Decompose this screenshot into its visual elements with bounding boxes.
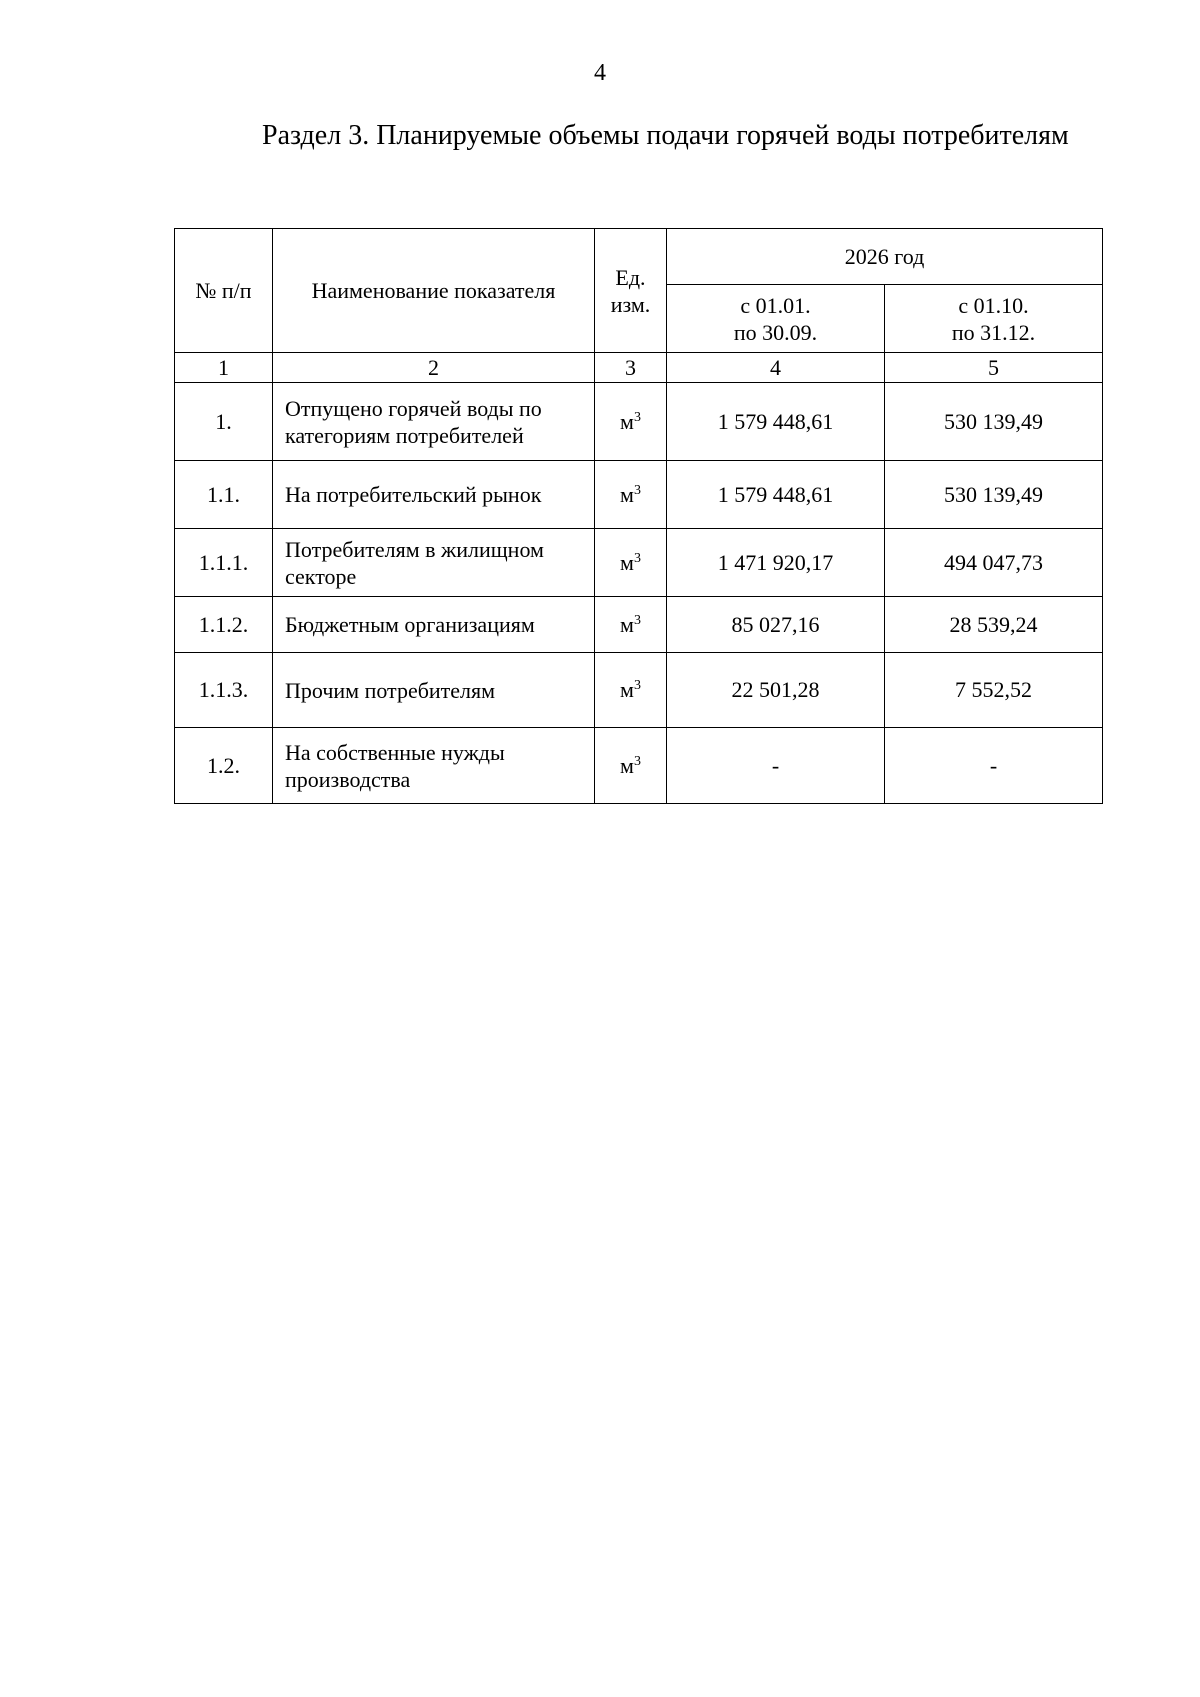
table-row: [175, 597, 1103, 653]
row-name-line2: секторе: [285, 563, 357, 589]
row-name: [273, 728, 595, 804]
row-num: 1.1.2.: [175, 597, 273, 653]
row-name: [273, 529, 595, 597]
table-row: [175, 529, 1103, 597]
row-unit: [595, 461, 667, 529]
row-name-line1: На потребительский рынок: [285, 482, 542, 507]
header-unit-line1: Ед.: [615, 264, 646, 290]
header-row-top: [175, 229, 1103, 285]
header-period2: [885, 285, 1103, 353]
column-index: 4: [667, 353, 885, 383]
row-name-line1: Потребителям в жилищном: [285, 536, 544, 562]
row-value-period1: -: [667, 728, 885, 804]
table-row: [175, 461, 1103, 529]
header-name: Наименование показателя: [273, 229, 595, 353]
row-value-period2: 28 539,24: [885, 597, 1103, 653]
row-value-period1: 1 471 920,17: [667, 529, 885, 597]
unit-exponent: 3: [633, 409, 641, 425]
column-index: 1: [175, 353, 273, 383]
row-num: 1.2.: [175, 728, 273, 804]
section-title: Раздел 3. Планируемые объемы подачи горячей воды потребителям: [262, 120, 1069, 151]
header-unit: [595, 229, 667, 353]
header-period1-line1: с 01.01.: [740, 292, 811, 318]
unit-exponent: 3: [633, 482, 641, 498]
column-index-row: [175, 353, 1103, 383]
row-name: [273, 597, 595, 653]
row-name-line1: Отпущено горячей воды по: [285, 395, 542, 421]
unit-base: м: [620, 549, 634, 575]
row-unit: [595, 597, 667, 653]
header-year: 2026 год: [667, 229, 1103, 285]
header-period2-line1: с 01.10.: [958, 292, 1029, 318]
row-value-period2: 7 552,52: [885, 653, 1103, 728]
hot-water-volume-table: [174, 228, 1103, 804]
column-index: 5: [885, 353, 1103, 383]
row-num: 1.1.1.: [175, 529, 273, 597]
unit-base: м: [620, 752, 634, 778]
table-row: [175, 653, 1103, 728]
row-unit: [595, 383, 667, 461]
row-value-period1: 1 579 448,61: [667, 383, 885, 461]
row-name: [273, 653, 595, 728]
page-number: 4: [594, 60, 606, 86]
unit-base: м: [620, 481, 634, 507]
unit-base: м: [620, 408, 634, 434]
row-value-period2: 494 047,73: [885, 529, 1103, 597]
row-name-line1: Бюджетным организациям: [285, 612, 535, 637]
row-value-period1: 85 027,16: [667, 597, 885, 653]
header-period1-line2: по 30.09.: [733, 319, 818, 345]
unit-exponent: 3: [633, 550, 641, 566]
row-unit: [595, 728, 667, 804]
unit-exponent: 3: [633, 753, 641, 769]
header-unit-line2: изм.: [610, 291, 651, 317]
header-period1: [667, 285, 885, 353]
row-value-period1: 22 501,28: [667, 653, 885, 728]
row-num: 1.: [175, 383, 273, 461]
row-unit: [595, 529, 667, 597]
row-num: 1.1.3.: [175, 653, 273, 728]
row-name-line2: производства: [285, 766, 411, 792]
column-index: 2: [273, 353, 595, 383]
table-row: [175, 728, 1103, 804]
row-name-line1: На собственные нужды: [285, 739, 505, 765]
unit-exponent: 3: [633, 612, 641, 628]
table-row: [175, 383, 1103, 461]
unit-base: м: [620, 677, 634, 702]
row-value-period2: 530 139,49: [885, 383, 1103, 461]
row-value-period2: 530 139,49: [885, 461, 1103, 529]
column-index: 3: [595, 353, 667, 383]
row-name-line2: категориям потребителей: [285, 422, 524, 448]
row-value-period2: -: [885, 728, 1103, 804]
row-num: 1.1.: [175, 461, 273, 529]
row-value-period1: 1 579 448,61: [667, 461, 885, 529]
header-period2-line2: по 31.12.: [951, 319, 1036, 345]
row-name: [273, 461, 595, 529]
unit-base: м: [620, 611, 634, 637]
row-name: [273, 383, 595, 461]
row-name-line1: Прочим потребителям: [285, 677, 496, 703]
unit-exponent: 3: [633, 678, 641, 693]
row-unit: [595, 653, 667, 728]
header-num: № п/п: [175, 229, 273, 353]
